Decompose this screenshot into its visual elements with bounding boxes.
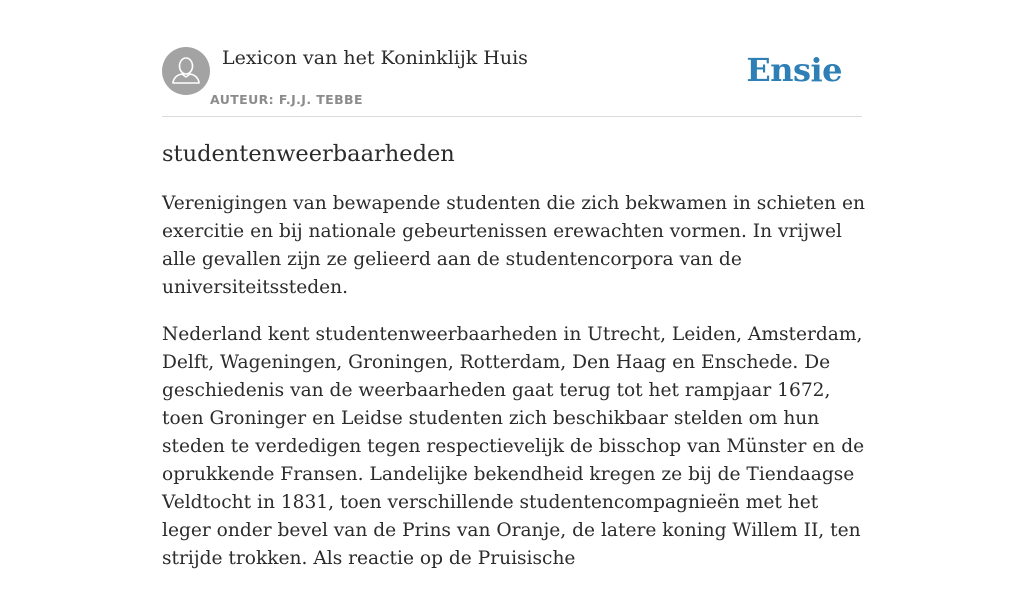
article-header	[162, 46, 862, 117]
user-avatar-icon[interactable]	[162, 47, 210, 95]
author-label[interactable]: AUTEUR: F.J.J. TEBBE	[210, 92, 363, 107]
user-silhouette-icon	[162, 47, 210, 95]
article-title: studentenweerbaarheden	[162, 141, 455, 167]
source-title-link[interactable]: Lexicon van het Koninklijk Huis	[222, 47, 528, 69]
paragraph-definition: Verenigingen van bewapende studenten die zich bekwamen in schieten en exercitie en bij nationale gebeurtenissen erewachten vormen. In vrijwel alle gevallen zijn ze gelieerd aan de studentencorpora van de universiteitssteden.	[162, 193, 866, 298]
article-body	[162, 139, 868, 592]
paragraph-history: Nederland kent studentenweerbaarheden in Utrecht, Leiden, Amsterdam, Delft, Wageningen, Groningen, Rotterdam, Den Haag en Enschede. De geschiedenis van de weerbaarheden gaat terug tot het rampjaar 1672, toen Groninger en Leidse studenten zich beschikbaar stelden om hun steden te verdedigen tegen respectievelijk de bisschop van Münster en de oprukkende Fransen. Landelijke bekendheid kregen ze bij de Tiendaagse Veldtocht in 1831, toen verschillende studentencompagnieën met het leger onder bevel van de Prins van Oranje, de latere koning Willem II, ten strijde trokken. Als reactie op de Pruisische	[162, 324, 865, 569]
ensie-logo[interactable]: Ensie	[746, 51, 842, 89]
